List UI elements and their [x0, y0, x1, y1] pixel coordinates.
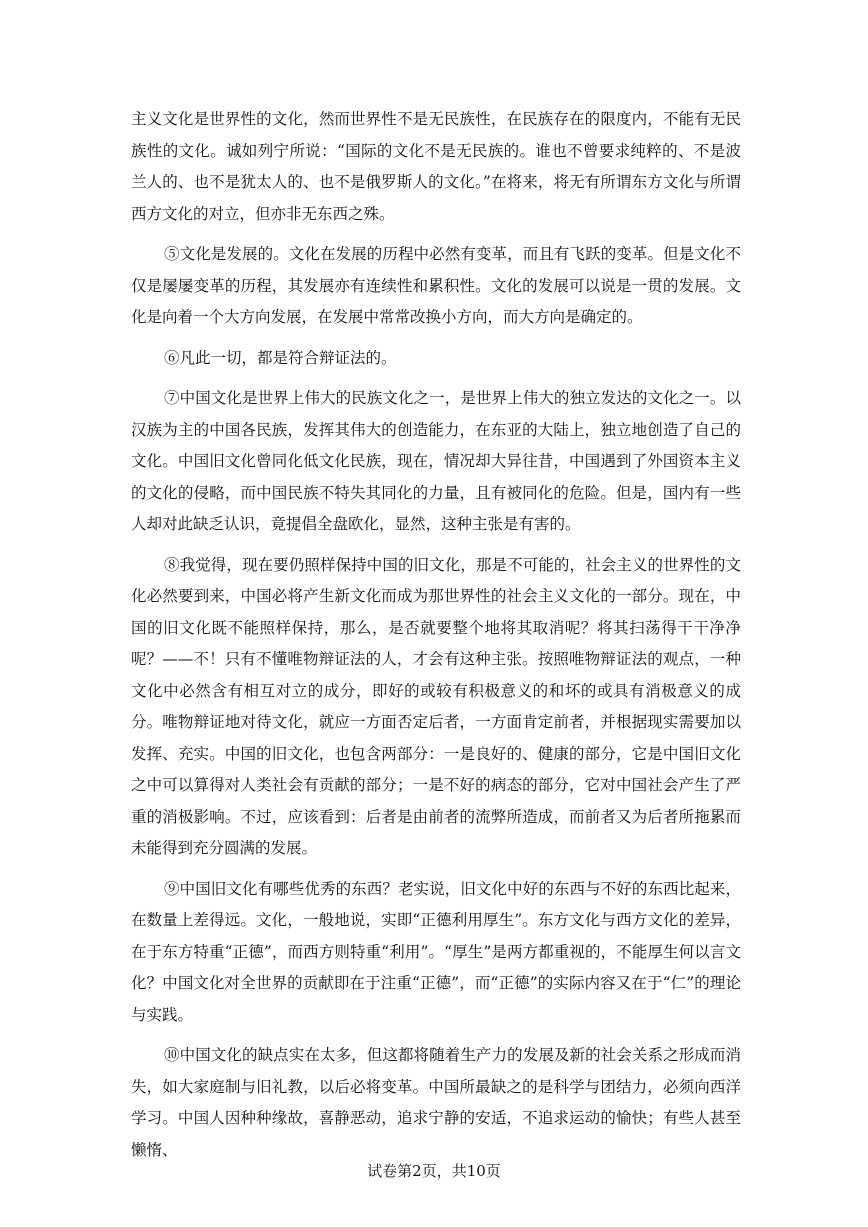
paragraph-8: ⑧我觉得，现在要仍照样保持中国的旧文化，那是不可能的，社会主义的世界性的文化必然要到来，中国必将产生新文化而成为那世界性的社会主义文化的一部分。现在，中国的旧文化既不能照样保持，那么，是否就要整个地将其取消呢？将其扫荡得干干净净呢？——不！只有不懂唯物辩证法的人，才会有这种主张。按照唯物辩证法的观点，一种文化中必然含有相互对立的成分，即好的或较有积极意义的和坏的或具有消极意义的成分。唯物辩证地对待文化，就应一方面否定后者，一方面肯定前者，并根据现实需要加以发挥、充实。中国的旧文化，也包含两部分：一是良好的、健康的部分，它是中国旧文化之中可以算得对人类社会有贡献的部分；一是不好的病态的部分，它对中国社会产生了严重的消极影响。不过，应该看到：后者是由前者的流弊所造成，而前者又为后者所拖累而未能得到充分圆满的发展。	[131, 555, 741, 857]
paragraph-1: 主义文化是世界性的文化，然而世界性不是无民族性，在民族存在的限度内，不能有无民族性的文化。诚如列宁所说：“国际的文化不是无民族的。谁也不曾要求纯粹的、不是波兰人的、也不是犹太人的、也不是俄罗斯人的文化。”在将来，将无有所谓东方文化与所谓西方文化的对立，但亦非无东西之殊。	[131, 110, 741, 223]
page-footer: 试卷第2页，共10页	[367, 1162, 501, 1180]
paragraph-7: ⑦中国文化是世界上伟大的民族文化之一，是世界上伟大的独立发达的文化之一。以汉族为主的中国各民族，发挥其伟大的创造能力，在东亚的大陆上，独立地创造了自己的文化。中国旧文化曾同化低文化民族，现在，情况却大异往昔，中国遇到了外国资本主义的文化的侵略，而中国民族不特失其同化的力量，且有被同化的危险。但是，国内有一些人却对此缺乏认识，竟提倡全盘欧化，显然，这种主张是有害的。	[131, 389, 741, 533]
paragraph-6: ⑥凡此一切，都是符合辩证法的。	[164, 348, 397, 367]
paragraph-9: ⑨中国旧文化有哪些优秀的东西？老实说，旧文化中好的东西与不好的东西比起来，在数量上差得远。文化，一般地说，实即“正德利用厚生”。东方文化与西方文化的差异，在于东方特重“正德”，而西方则特重“利用”。“厚生”是两方都重视的，不能厚生何以言文化？中国文化对全世界的贡献即在于注重“正德”，而“正德”的实际内容又在于“仁”的理论与实践。	[131, 879, 741, 1024]
article-body	[131, 104, 741, 1175]
paragraph-5: ⑤文化是发展的。文化在发展的历程中必然有变革，而且有飞跃的变革。但是文化不仅是屡屡变革的历程，其发展亦有连续性和累积性。文化的发展可以说是一贯的发展。文化是向着一个大方向发展，在发展中常常改换小方向，而大方向是确定的。	[131, 245, 741, 326]
paragraph-10: ⑩中国文化的缺点实在太多，但这都将随着生产力的发展及新的社会关系之形成而消失，如大家庭制与旧礼教，以后必将变革。中国所最缺之的是科学与团结力，必须向西洋学习。中国人因种种缘故，喜静恶动，追求宁静的安适，不追求运动的愉快；有些人甚至懒惰、	[131, 1046, 741, 1159]
